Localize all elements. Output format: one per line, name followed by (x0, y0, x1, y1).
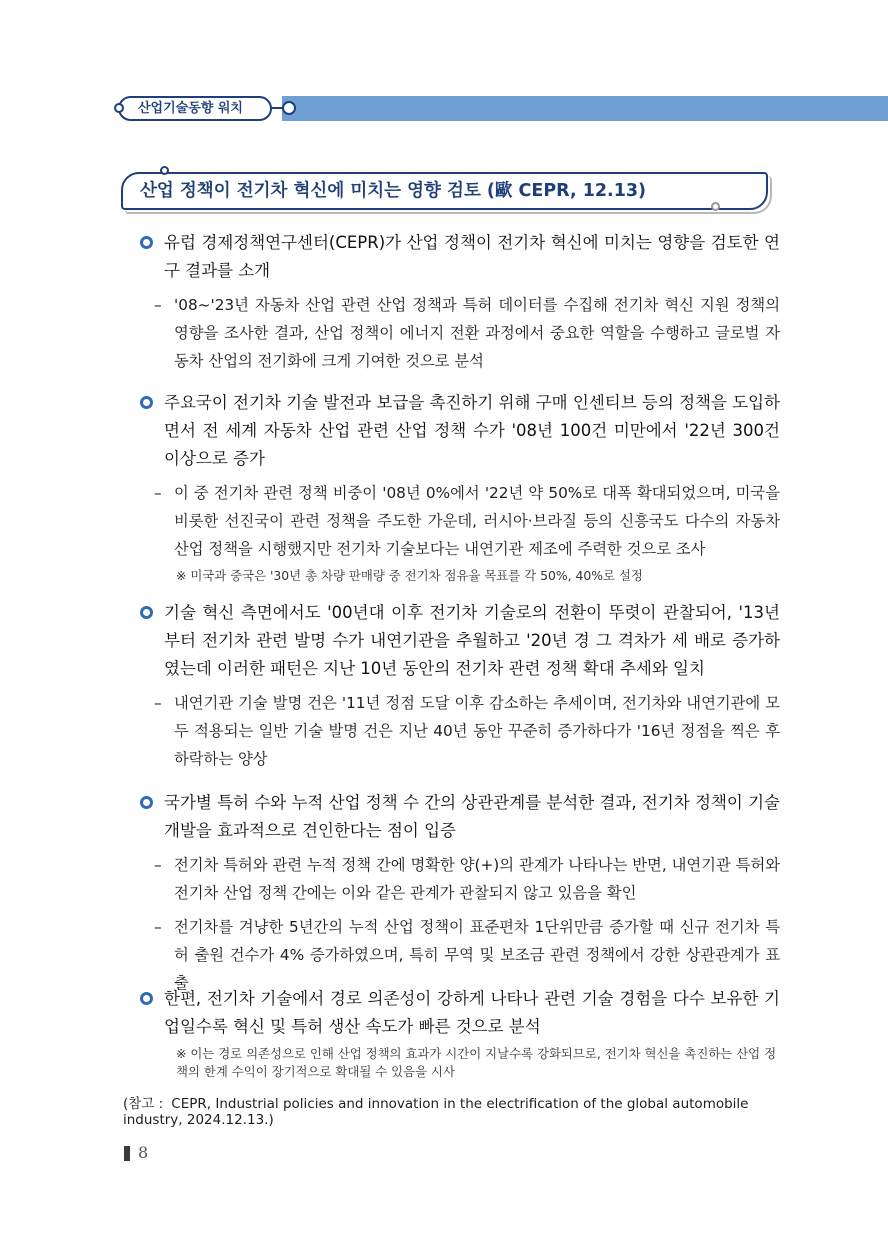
reference-label: (참고 : (123, 1096, 164, 1112)
reference-text: CEPR, Industrial policies and innovation in the electrification of the global automobile industry, 2024.12.13.) (123, 1096, 749, 1128)
dash-icon: – (154, 856, 162, 874)
sub-text: '08~'23년 자동차 산업 관련 산업 정책과 특허 데이터를 수집해 전기차 혁신 지원 정책의 영향을 조사한 결과, 산업 정책이 에너지 전환 과정에서 중요한 역할을 수행하고 글로벌 자동차 산업의 전기화에 크게 기여한 것으로 분석 (174, 296, 780, 370)
section-tab-dot (114, 103, 124, 113)
bullet-text: 기술 혁신 측면에서도 '00년대 이후 전기차 기술로의 전환이 뚜렷이 관찰되어, '13년부터 전기차 관련 발명 수가 내연기관을 추월하고 '20년 경 그 격차가 세 배로 증가하였는데 이러한 패턴은 지난 10년 동안의 전기차 관련 정책 확대 추세와 일치 (164, 603, 780, 678)
bullet-point (140, 789, 780, 845)
dash-icon: – (154, 918, 162, 936)
circle-bullet-icon (140, 796, 153, 809)
dash-icon: – (154, 694, 162, 712)
footnote (140, 567, 780, 585)
bullet-point (140, 389, 780, 473)
bullet-text: 국가별 특허 수와 누적 산업 정책 수 간의 상관관계를 분석한 결과, 전기차 정책이 기술 개발을 효과적으로 견인한다는 점이 입증 (164, 793, 780, 840)
section-5 (140, 985, 780, 1081)
reference (123, 1096, 773, 1128)
header-band (282, 96, 888, 121)
circle-bullet-icon (140, 992, 153, 1005)
circle-bullet-icon (140, 606, 153, 619)
note-text: ※ 이는 경로 의존성으로 인해 산업 정책의 효과가 시간이 지날수록 강화되므로, 전기차 혁신을 촉진하는 산업 정책의 한계 수익이 장기적으로 확대될 수 있음을 시사 (176, 1046, 777, 1079)
bullet-point (140, 229, 780, 285)
sub-text: 이 중 전기차 관련 정책 비중이 '08년 0%에서 '22년 약 50%로 대폭 확대되었으며, 미국을 비롯한 선진국이 관련 정책을 주도한 가운데, 러시아·브라질 등의 신흥국도 다수의 자동차 산업 정책을 시행했지만 전기차 기술보다는 내연기관 제조에 주력한 것으로 조사 (174, 484, 780, 558)
bullet-text: 주요국이 전기차 기술 발전과 보급을 촉진하기 위해 구매 인센티브 등의 정책을 도입하면서 전 세계 자동차 산업 관련 산업 정책 수가 '08년 100건 미만에서 '22년 300건 이상으로 증가 (164, 393, 780, 468)
note-text: ※ 미국과 중국은 '30년 총 차량 판매량 중 전기차 점유율 목표를 각 50%, 40%로 설정 (176, 568, 643, 583)
page-number: 8 (138, 1143, 149, 1162)
bullet-point (140, 599, 780, 683)
section-3 (140, 599, 780, 773)
section-4 (140, 789, 780, 997)
sub-point (140, 291, 780, 375)
section-tab: 산업기술동향 워치 (118, 96, 272, 121)
section-2 (140, 389, 780, 585)
sub-text: 전기차를 겨냥한 5년간의 누적 산업 정책이 표준편차 1단위만큼 증가할 때 신규 전기차 특허 출원 건수가 4% 증가하였으며, 특히 무역 및 보조금 관련 정책에서 강한 상관관계가 표출 (174, 918, 780, 992)
sub-text: 내연기관 기술 발명 건은 '11년 정점 도달 이후 감소하는 추세이며, 전기차와 내연기관에 모두 적용되는 일반 기술 발명 건은 지난 40년 동안 꾸준히 증가하다가 '16년 정점을 찍은 후 하락하는 양상 (174, 694, 780, 768)
dash-icon: – (154, 296, 162, 314)
footnote (140, 1045, 780, 1081)
page-title: 산업 정책이 전기차 혁신에 미치는 영향 검토 (歐 CEPR, 12.13) (140, 181, 647, 201)
dash-icon: – (154, 484, 162, 502)
page-number-bar (124, 1146, 130, 1161)
title-knob-right (711, 202, 720, 211)
circle-bullet-icon (140, 396, 153, 409)
title-knob-left (160, 166, 169, 175)
circle-bullet-icon (140, 236, 153, 249)
sub-point (140, 851, 780, 907)
bullet-text: 유럽 경제정책연구센터(CEPR)가 산업 정책이 전기차 혁신에 미치는 영향을 검토한 연구 결과를 소개 (164, 233, 780, 280)
header-dot (282, 101, 296, 115)
sub-text: 전기차 특허와 관련 누적 정책 간에 명확한 양(+)의 관계가 나타나는 반면, 내연기관 특허와 전기차 산업 정책 간에는 이와 같은 관계가 관찰되지 않고 있음을 확인 (174, 856, 780, 902)
section-1 (140, 229, 780, 375)
sub-point (140, 479, 780, 563)
sub-point (140, 689, 780, 773)
bullet-point (140, 985, 780, 1041)
bullet-text: 한편, 전기차 기술에서 경로 의존성이 강하게 나타나 관련 기술 경험을 다수 보유한 기업일수록 혁신 및 특허 생산 속도가 빠른 것으로 분석 (164, 989, 780, 1036)
